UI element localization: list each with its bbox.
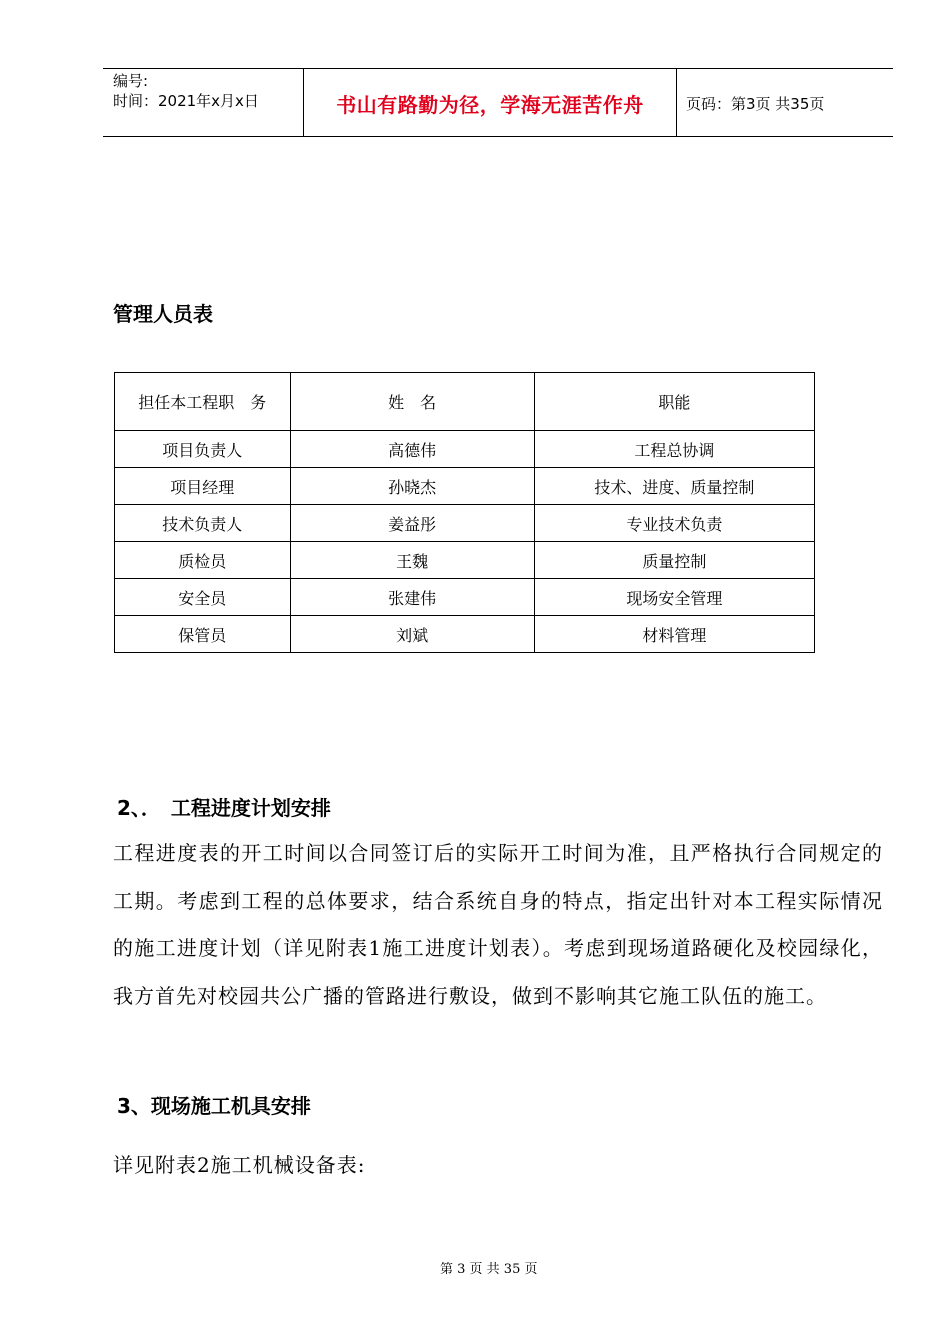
cell-function: 材料管理 bbox=[534, 616, 814, 653]
staff-table-title: 管理人员表 bbox=[113, 302, 213, 326]
cell-name: 张建伟 bbox=[290, 579, 534, 616]
column-header-role: 担任本工程职 务 bbox=[115, 373, 291, 431]
header-page-info: 页码：第3页 共35页 bbox=[686, 95, 825, 113]
table-row bbox=[115, 505, 815, 542]
header-divider bbox=[676, 69, 677, 136]
table-row bbox=[115, 431, 815, 468]
cell-function: 现场安全管理 bbox=[534, 579, 814, 616]
cell-role: 质检员 bbox=[115, 542, 291, 579]
cell-role: 项目负责人 bbox=[115, 431, 291, 468]
code-label: 编号: bbox=[113, 72, 149, 90]
table-header-row bbox=[115, 373, 815, 431]
cell-name: 姜益彤 bbox=[290, 505, 534, 542]
section-3-body: 详见附表2施工机械设备表: bbox=[113, 1153, 366, 1177]
table-row bbox=[115, 616, 815, 653]
cell-name: 孙晓杰 bbox=[290, 468, 534, 505]
page-footer: 第 3 页 共 35 页 bbox=[440, 1262, 538, 1277]
cell-role: 技术负责人 bbox=[115, 505, 291, 542]
section-2-heading: 2、． 工程进度计划安排 bbox=[117, 796, 331, 820]
cell-role: 保管员 bbox=[115, 616, 291, 653]
cell-function: 质量控制 bbox=[534, 542, 814, 579]
cell-function: 专业技术负责 bbox=[534, 505, 814, 542]
cell-role: 安全员 bbox=[115, 579, 291, 616]
column-header-name: 姓 名 bbox=[290, 373, 534, 431]
table-row bbox=[115, 579, 815, 616]
staff-table bbox=[114, 372, 815, 653]
table-row bbox=[115, 468, 815, 505]
section-2-body: 工程进度表的开工时间以合同签订后的实际开工时间为准，且严格执行合同规定的工期。考虑到工程的总体要求，结合系统自身的特点，指定出针对本工程实际情况的施工进度计划（详见附表1施工进度计划表）。考虑到现场道路硬化及校园绿化，我方首先对校园共公广播的管路进行敷设，做到不影响其它施工队伍的施工。 bbox=[113, 841, 883, 1008]
cell-name: 刘斌 bbox=[290, 616, 534, 653]
header-meta bbox=[113, 71, 259, 111]
cell-role: 项目经理 bbox=[115, 468, 291, 505]
time-label: 时间：2021年x月x日 bbox=[113, 92, 259, 110]
table-row bbox=[115, 542, 815, 579]
cell-function: 工程总协调 bbox=[534, 431, 814, 468]
header-motto: 书山有路勤为径，学海无涯苦作舟 bbox=[336, 93, 644, 117]
cell-name: 高德伟 bbox=[290, 431, 534, 468]
cell-function: 技术、进度、质量控制 bbox=[534, 468, 814, 505]
column-header-function: 职能 bbox=[534, 373, 814, 431]
document-header bbox=[103, 68, 893, 137]
cell-name: 王魏 bbox=[290, 542, 534, 579]
section-3-heading: 3、现场施工机具安排 bbox=[117, 1094, 311, 1118]
